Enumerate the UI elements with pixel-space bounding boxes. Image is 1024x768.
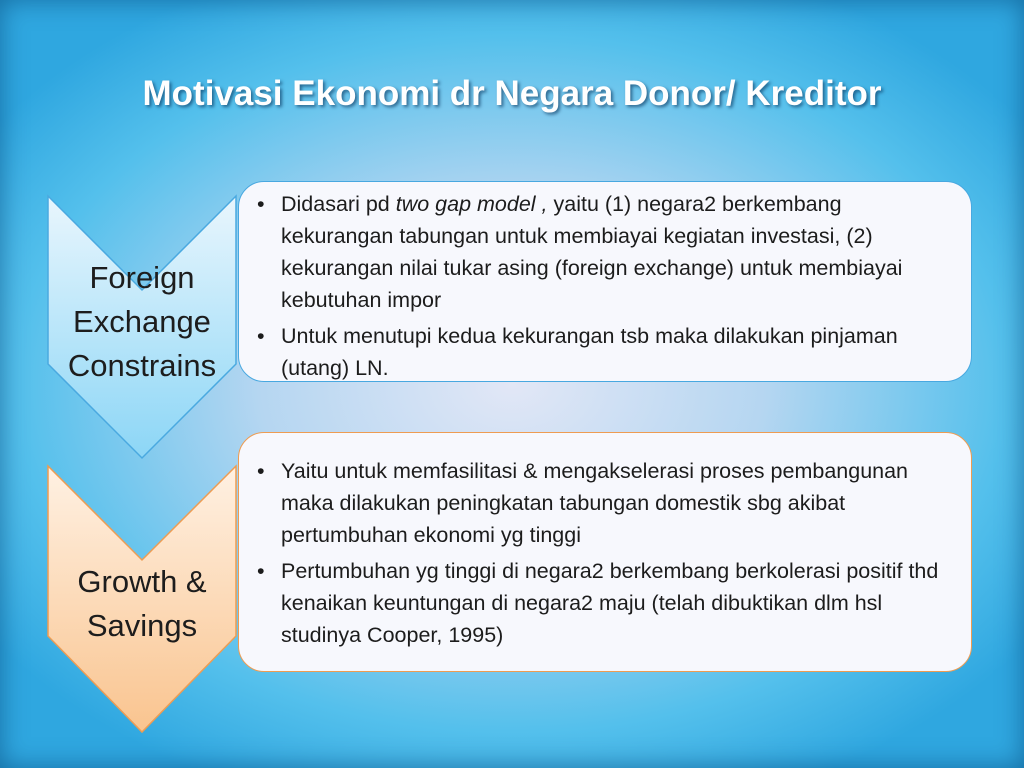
- bullet-text: Pertumbuhan yg tinggi di negara2 berkembang berkolerasi positif thd kenaikan keuntungan di negara2 maju (telah dibuktikan dlm hsl studinya Cooper, 1995): [281, 559, 939, 647]
- slide-title: Motivasi Ekonomi dr Negara Donor/ Kreditor: [142, 74, 882, 113]
- content-box-growth-savings: [238, 432, 972, 672]
- chevron-label-foreign-exchange: Foreign Exchange Constrains: [67, 260, 217, 383]
- chevron-foreign-exchange: [46, 194, 238, 460]
- chevron-growth-savings: [46, 464, 238, 734]
- list-item: [255, 455, 957, 551]
- bullet-icon: •: [257, 324, 265, 348]
- bullet-list: [255, 455, 957, 651]
- chevron-label-growth-savings: Growth & Savings: [77, 564, 207, 643]
- bullet-text: Untuk menutupi kedua kekurangan tsb maka dilakukan pinjaman (utang) LN.: [281, 324, 898, 380]
- list-item: [255, 320, 957, 384]
- content-box-foreign-exchange: [238, 181, 972, 382]
- bullet-text-start: Didasari pd: [281, 192, 396, 216]
- bullet-text-italic: two gap model ,: [395, 192, 548, 216]
- bullet-icon: •: [257, 559, 265, 583]
- bullet-list: [255, 188, 957, 384]
- bullet-icon: •: [257, 459, 265, 483]
- bullet-icon: •: [257, 192, 265, 216]
- list-item: [255, 555, 957, 651]
- list-item: [255, 188, 957, 316]
- bullet-text: Yaitu untuk memfasilitasi & mengakselerasi proses pembangunan maka dilakukan peningkatan tabungan domestik sbg akibat pertumbuhan ekonomi yg tinggi: [281, 459, 909, 547]
- bullet-text-rest: yaitu (1) negara2 berkembang kekurangan tabungan untuk membiayai kegiatan investasi, (2) kekurangan nilai tukar asing (foreign exchange) untuk membiayai kebutuhan impor: [281, 192, 903, 312]
